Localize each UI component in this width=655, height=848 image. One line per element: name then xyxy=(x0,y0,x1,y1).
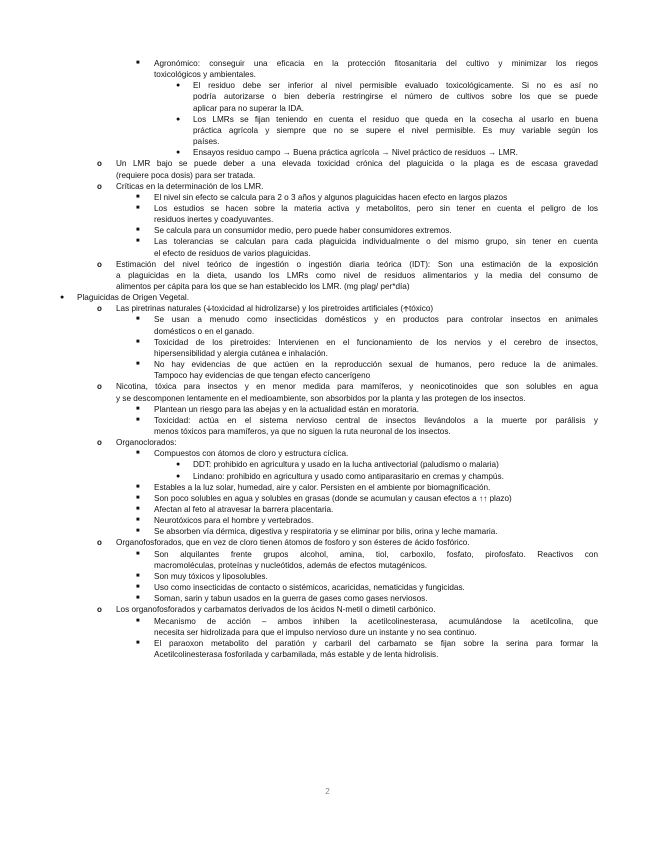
bullet-marker: ■ xyxy=(136,617,140,624)
text-line: Son muy tóxicos y liposolubles. xyxy=(154,571,268,581)
bullet-marker: ■ xyxy=(136,450,140,457)
bullet-marker: ■ xyxy=(136,193,140,200)
text-line: hipersensibilidad y alergia cutánea e inhalación. xyxy=(154,348,328,358)
bullet-marker: o xyxy=(97,538,102,548)
bullet-marker: ■ xyxy=(136,483,140,490)
text-line: No hay evidencias de que actúen en la reproducción sexual de humanos, pero reduce la de animales. xyxy=(154,360,598,370)
bullet-marker: ■ xyxy=(136,405,140,412)
text-line: Son alquilantes frente grupos alcohol, amina, tiol, carboxilo, fosfato, pirofosfato. Reactivos con xyxy=(154,549,598,559)
text-line: Agronómico: conseguir una eficacia en la protección fitosanitaria del cultivo y minimizar los riegos xyxy=(154,59,598,68)
bullet-marker: ■ xyxy=(136,227,140,234)
text-line: Afectan al feto al atravesar la barrera placentaria. xyxy=(154,505,334,514)
text-line: a plaguicidas en la dieta, usando los LMRs como nivel de residuos alimentarios y la media del consumo de xyxy=(116,270,598,280)
text-line: (requiere poca dosis) para ser tratada. xyxy=(116,170,256,180)
bullet-marker: ● xyxy=(176,472,181,480)
text-line: Nicotina, tóxica para insectos y en menor medida para mamíferos, y neonicotinoides que son solubles en agua xyxy=(116,382,598,392)
text-line: países. xyxy=(193,137,220,147)
bullet-marker: ● xyxy=(176,149,181,157)
bullet-marker: ■ xyxy=(136,506,140,512)
text-line: y se descomponen lentamente en el medioambiente, son absorbidos por la planta y las protegen de los insectos. xyxy=(116,393,526,403)
bullet-marker: ■ xyxy=(136,595,140,602)
text-line: toxicológicos y ambientales. xyxy=(154,70,256,80)
bullet-marker: ● xyxy=(60,294,65,302)
bullet-marker: ■ xyxy=(136,338,140,345)
text-line: Lindano: prohibido en agricultura y usado como antiparasitario en cremas y champús. xyxy=(193,471,504,481)
bullet-marker: o xyxy=(97,304,102,314)
bullet-marker: ■ xyxy=(136,238,140,245)
text-line: Toxicidad de los piretroides: Intervienen en el funcionamiento de los nervios y el cerebro de insectos, xyxy=(154,337,598,347)
text-line: Estimación del nivel teórico de ingestión o ingestión diaria teórica (IDT): Son una estimación de la exposición xyxy=(116,259,598,269)
page-number: 2 xyxy=(325,786,330,796)
text-line: Uso como insecticidas de contacto o sistémicos, acaricidas, nematicidas y fungicidas. xyxy=(154,583,465,593)
text-line: Tampoco hay evidencias de que tengan efecto cancerígeno xyxy=(154,371,371,381)
bullet-marker: ■ xyxy=(136,528,140,535)
text-line: alimentos per cápita para los que se han establecido los LMR. (mg plag/ per*día) xyxy=(116,282,410,291)
text-line: práctica agrícola y siempre que no se supere el nivel permisible. Es muy variable según los xyxy=(193,125,598,135)
text-line: Los estudios se hacen sobre la materia activa y metabolitos, pero sin tener en cuenta el peligro de los xyxy=(154,203,598,213)
text-line: Toxicidad: actúa en el sistema nervioso central de insectos llevándolos a la muerte por parálisis y xyxy=(154,415,598,425)
text-line: Críticas en la determinación de los LMR. xyxy=(116,181,264,191)
text-line: menos tóxicos para mamíferos, ya que no siguen la ruta neuronal de los insectos. xyxy=(154,426,451,436)
text-line: Las tolerancias se calculan para cada plaguicida individualmente o del mismo grupo, sin tener en cuenta xyxy=(154,237,598,247)
text-line: Organoclorados: xyxy=(116,438,177,448)
text-line: necesita ser hidrolizada para que el impulso nervioso dure un instante y no sea continuo. xyxy=(154,627,477,637)
text-line: residuos inertes y coadyuvantes. xyxy=(154,215,274,225)
text-line: Compuestos con átomos de cloro y estructura cíclica. xyxy=(154,449,349,459)
bullet-marker: o xyxy=(97,605,102,615)
bullet-marker: ■ xyxy=(136,517,140,524)
bullet-marker: ■ xyxy=(136,60,140,66)
bullet-marker: o xyxy=(97,181,102,191)
text-line: El residuo debe ser inferior al nivel permisible evaluado toxicológicamente. Si no es así no xyxy=(193,81,598,91)
text-line: Neurotóxicos para el hombre y vertebrados. xyxy=(154,516,314,526)
bullet-marker: o xyxy=(97,159,102,169)
text-line: Los LMRs se fijan teniendo en cuenta el residuo que queda en la cosecha al usarlo en buena xyxy=(193,114,598,124)
bullet-marker: ● xyxy=(176,82,181,90)
text-line: Se absorben vía dérmica, digestiva y respiratoria y se eliminar por bilis, orina y leche mamaria. xyxy=(154,527,498,537)
bullet-marker: ■ xyxy=(136,416,140,423)
text-line: Acetilcolinesterasa fosforilada y carbamilada, más estable y de lenta hidrolisis. xyxy=(154,649,439,659)
bullet-marker: ■ xyxy=(136,639,140,646)
bullet-marker: ■ xyxy=(136,204,140,211)
bullet-marker: ■ xyxy=(136,316,140,323)
text-line: Organofosforados, que en vez de cloro tienen átomos de fosforo y son ésteres de ácido fosfórico. xyxy=(116,538,470,548)
text-line: podría autorizarse o bien debería restringirse el número de cultivos sobre los que se puede xyxy=(193,92,598,102)
text-line: Los organofosforados y carbamatos derivados de los ácidos N-metil o dimetil carbónico. xyxy=(116,605,436,615)
text-line: domésticos o en el ganado. xyxy=(154,326,255,336)
text-line: Se calcula para un consumidor medio, pero puede haber consumidores extremos. xyxy=(154,226,452,236)
text-line: Soman, sarin y tabun usados en la guerra de gases como gases nerviosos. xyxy=(154,594,428,604)
text-line: Estables a la luz solar, humedad, aire y calor. Persisten en el ambiente por biomagnificación. xyxy=(154,482,491,492)
bullet-marker: ● xyxy=(176,115,181,123)
bullet-marker: ■ xyxy=(136,550,140,557)
text-line: macromoléculas, proteínas y nucleótidos, además de efectos mutagénicos. xyxy=(154,560,428,570)
bullet-marker: ● xyxy=(176,461,181,469)
bullet-marker: ■ xyxy=(136,361,140,368)
bullet-marker: o xyxy=(97,382,102,392)
text-line: Son poco solubles en agua y solubles en grasas (donde se acumulan y causan efectos a ↑↑ plazo) xyxy=(154,493,512,503)
text-line: Un LMR bajo se puede deber a una elevada toxicidad crónica del plaguicida o la plaga es de escasa gravedad xyxy=(116,159,598,169)
text-line: Plantean un riesgo para las abejas y en la actualidad están en moratoria. xyxy=(154,404,419,414)
text-line: El paraoxon metabolito del paratión y carbaril del carbamato se fijan sobre la serina para formar la xyxy=(154,638,598,648)
text-line: Las piretrinas naturales (🡫toxicidad al hidrolizarse) y los piretroides artificiales (🡩tóxico) xyxy=(116,304,434,314)
text-line: Mecanismo de acción – ambos inhiben la acetilcolinesterasa, acumulándose la acetilcolina, que xyxy=(154,616,598,626)
text-line: el efecto de residuos de varios plaguicidas. xyxy=(154,248,311,258)
bullet-marker: ■ xyxy=(136,494,140,501)
text-line: DDT: prohibido en agricultura y usado en la lucha antivectorial (paludismo o malaria) xyxy=(193,460,499,470)
bullet-marker: ■ xyxy=(136,572,140,579)
text-line: Se usan a menudo como insecticidas domésticos y en productos para controlar insectos en animales xyxy=(154,315,598,325)
text-line: Plaguicidas de Origen Vegetal. xyxy=(77,293,189,303)
bullet-marker: o xyxy=(97,259,102,269)
text-line: Ensayos residuo campo → Buena práctica agrícola → Nivel práctico de residuos → LMR. xyxy=(193,148,518,158)
bullet-marker: o xyxy=(97,438,102,448)
text-line: El nivel sin efecto se calcula para 2 o 3 años y algunos plaguicidas hacen efecto en largos plazos xyxy=(154,192,508,202)
bullet-marker: ■ xyxy=(136,584,140,591)
text-line: aplicar para no superar la IDA. xyxy=(193,103,305,113)
